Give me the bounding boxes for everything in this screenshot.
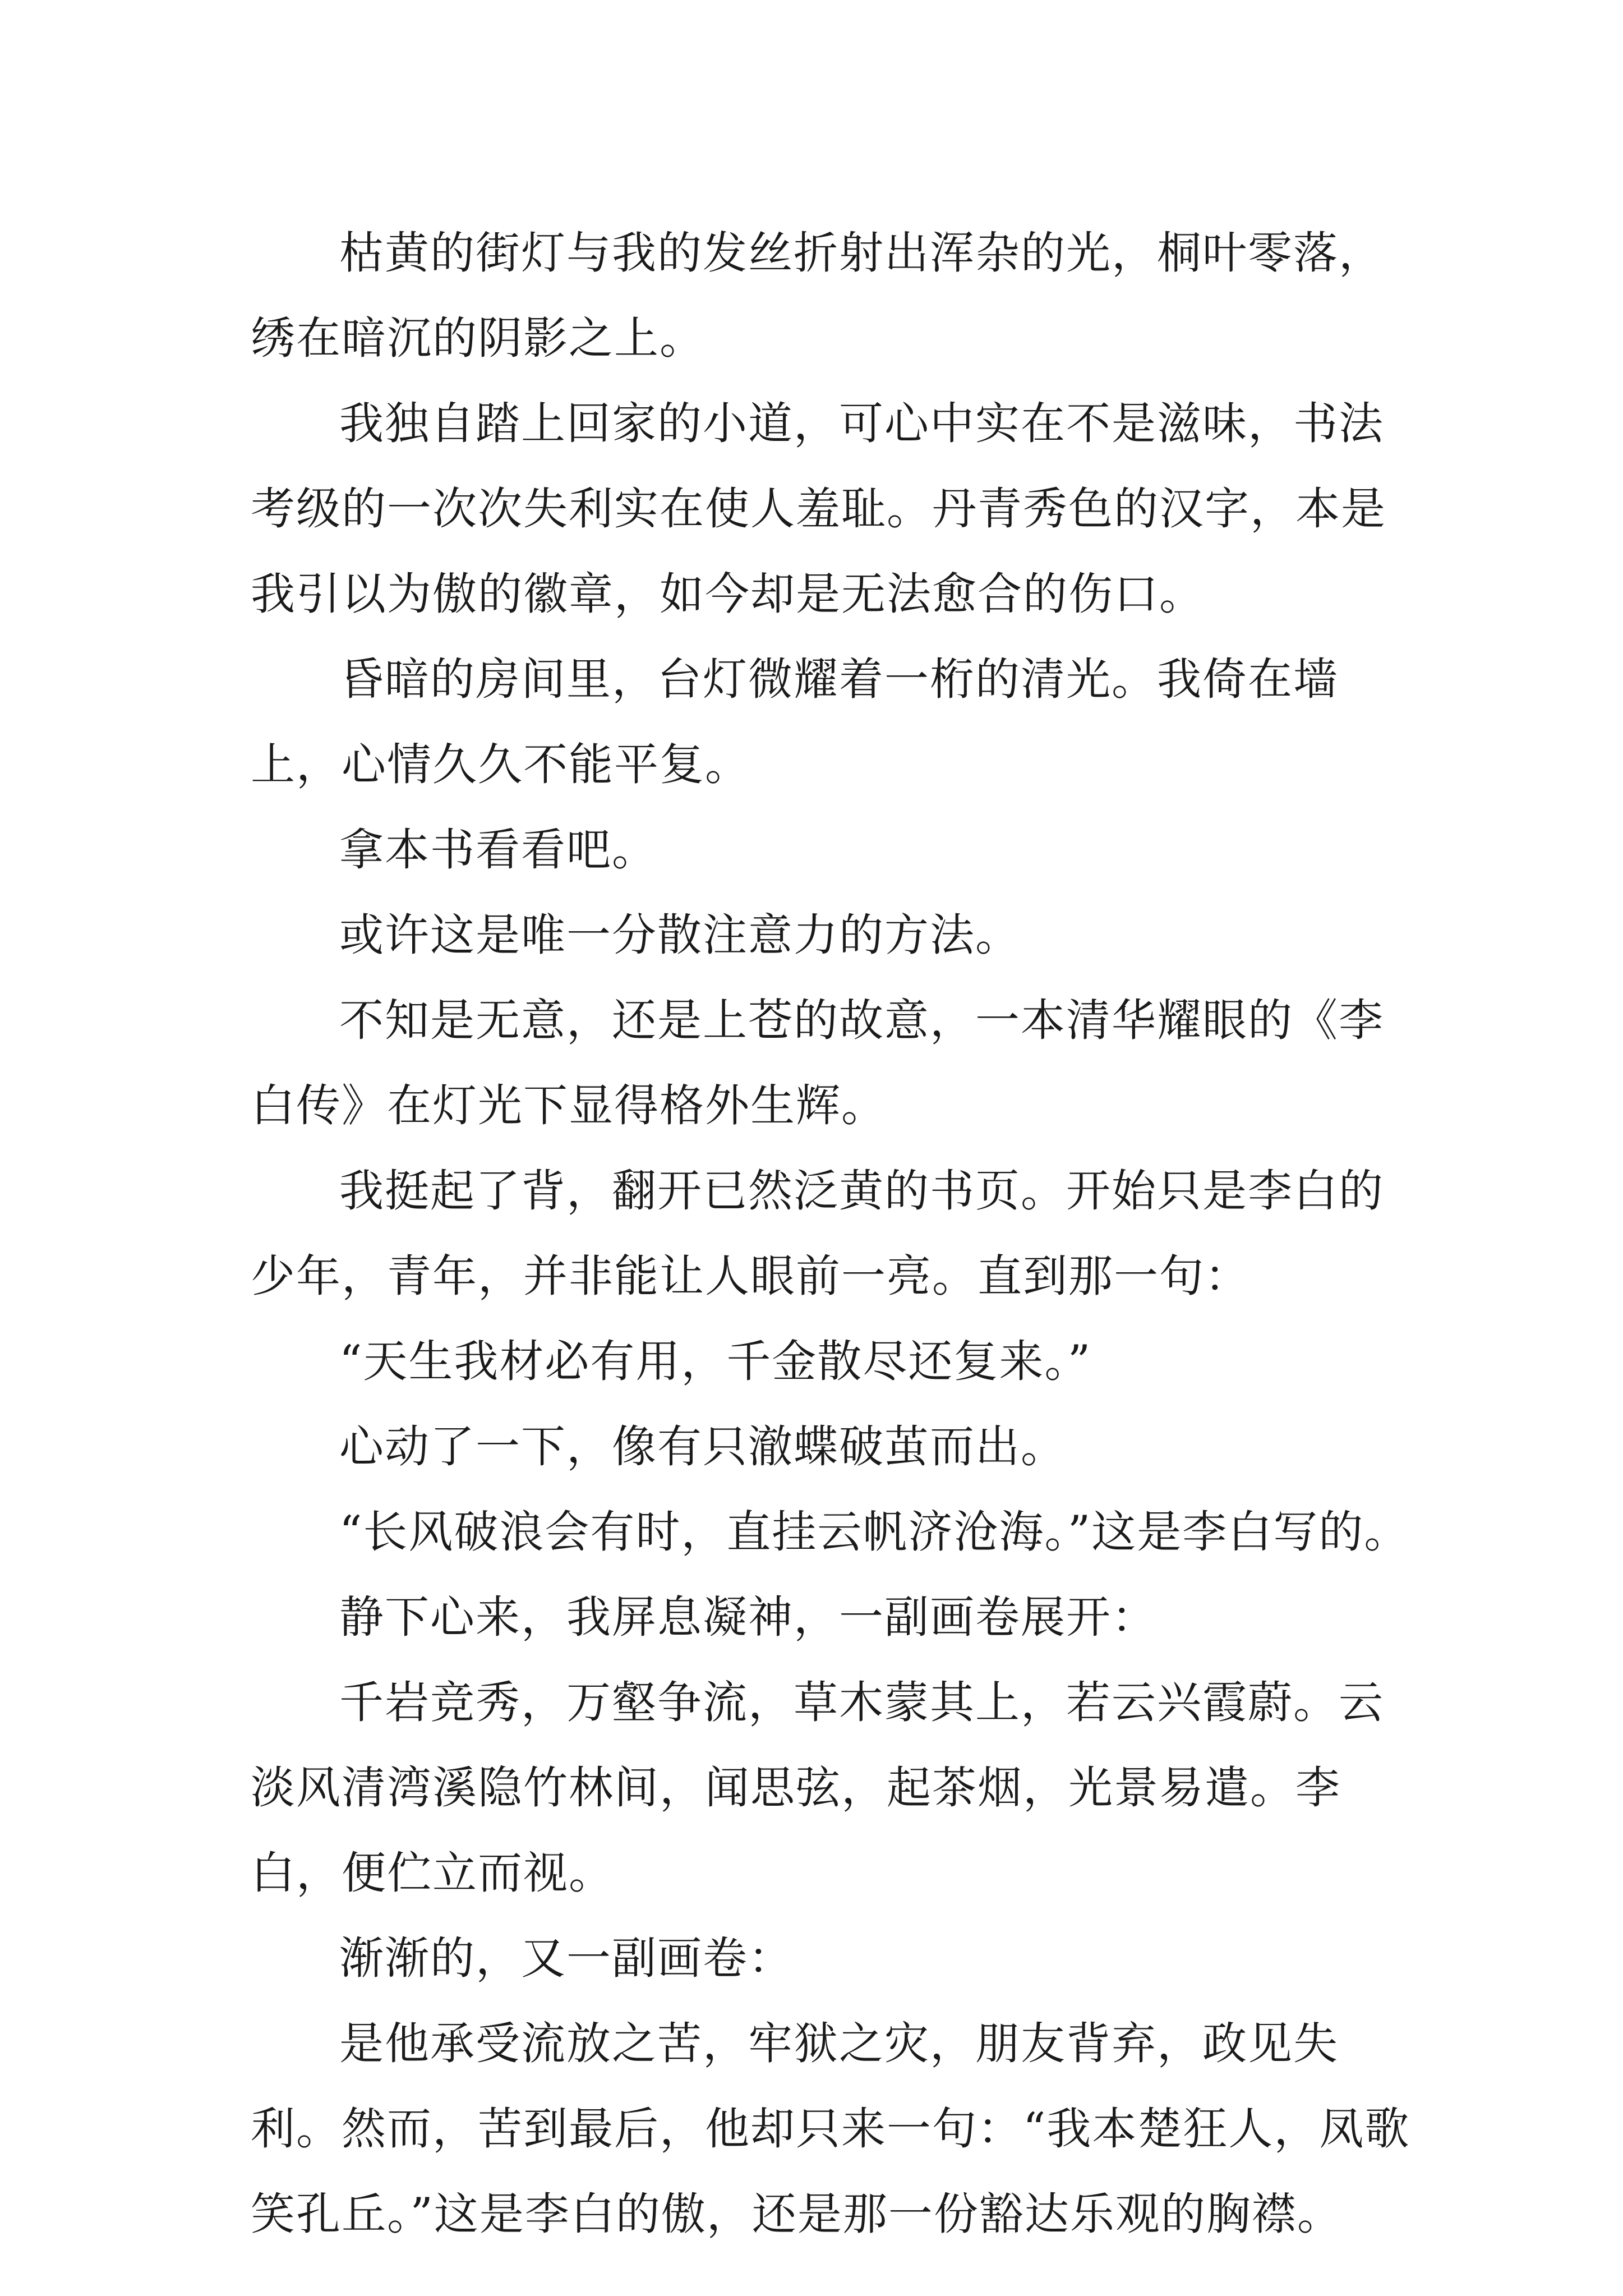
document-body <box>251 210 1417 2257</box>
paragraph: “长风破浪会有时，直挂云帆济沧海。”这是李白写的。 <box>339 1506 1410 1558</box>
paragraph: 我独自踏上回家的小道，可心中实在不是滋味，书法考级的一次次失利实在使人羞耻。丹青秀色的汉字，本是我引以为傲的徽章，如今却是无法愈合的伤口。 <box>251 398 1386 620</box>
paragraph: 渐渐的，又一副画卷： <box>339 1932 794 1984</box>
paragraph: 枯黄的街灯与我的发丝折射出浑杂的光，桐叶零落，绣在暗沉的阴影之上。 <box>251 227 1384 364</box>
paragraph: 是他承受流放之苦，牢狱之灾，朋友背弃，政见失利。然而，苦到最后，他却只来一句：“我本楚狂人，凤歌笑孔丘。”这是李白的傲，还是那一份豁达乐观的胸襟。 <box>251 2018 1410 2240</box>
paragraph: 昏暗的房间里，台灯微耀着一桁的清光。我倚在墙上，心情久久不能平复。 <box>251 654 1339 790</box>
paragraph: 心动了一下，像有只澈蝶破茧而出。 <box>339 1421 1066 1473</box>
paragraph: 或许这是唯一分散注意力的方法。 <box>339 909 1021 961</box>
paragraph: 我挺起了背，翻开已然泛黄的书页。开始只是李白的少年，青年，并非能让人眼前一亮。直到那一句： <box>251 1165 1384 1302</box>
paragraph: “天生我材必有用，千金散尽还复来。” <box>339 1336 1092 1387</box>
paragraph: 千岩竞秀，万壑争流，草木蒙其上，若云兴霞蔚。云淡风清湾溪隐竹林间，闻思弦，起茶烟，光景易遣。李白，便伫立而视。 <box>251 1677 1384 1899</box>
paragraph: 不知是无意，还是上苍的故意，一本清华耀眼的《李白传》在灯光下显得格外生辉。 <box>251 995 1384 1131</box>
paragraph: 拿本书看看吧。 <box>339 824 657 876</box>
paragraph: 静下心来，我屏息凝神，一副画卷展开： <box>339 1591 1157 1643</box>
